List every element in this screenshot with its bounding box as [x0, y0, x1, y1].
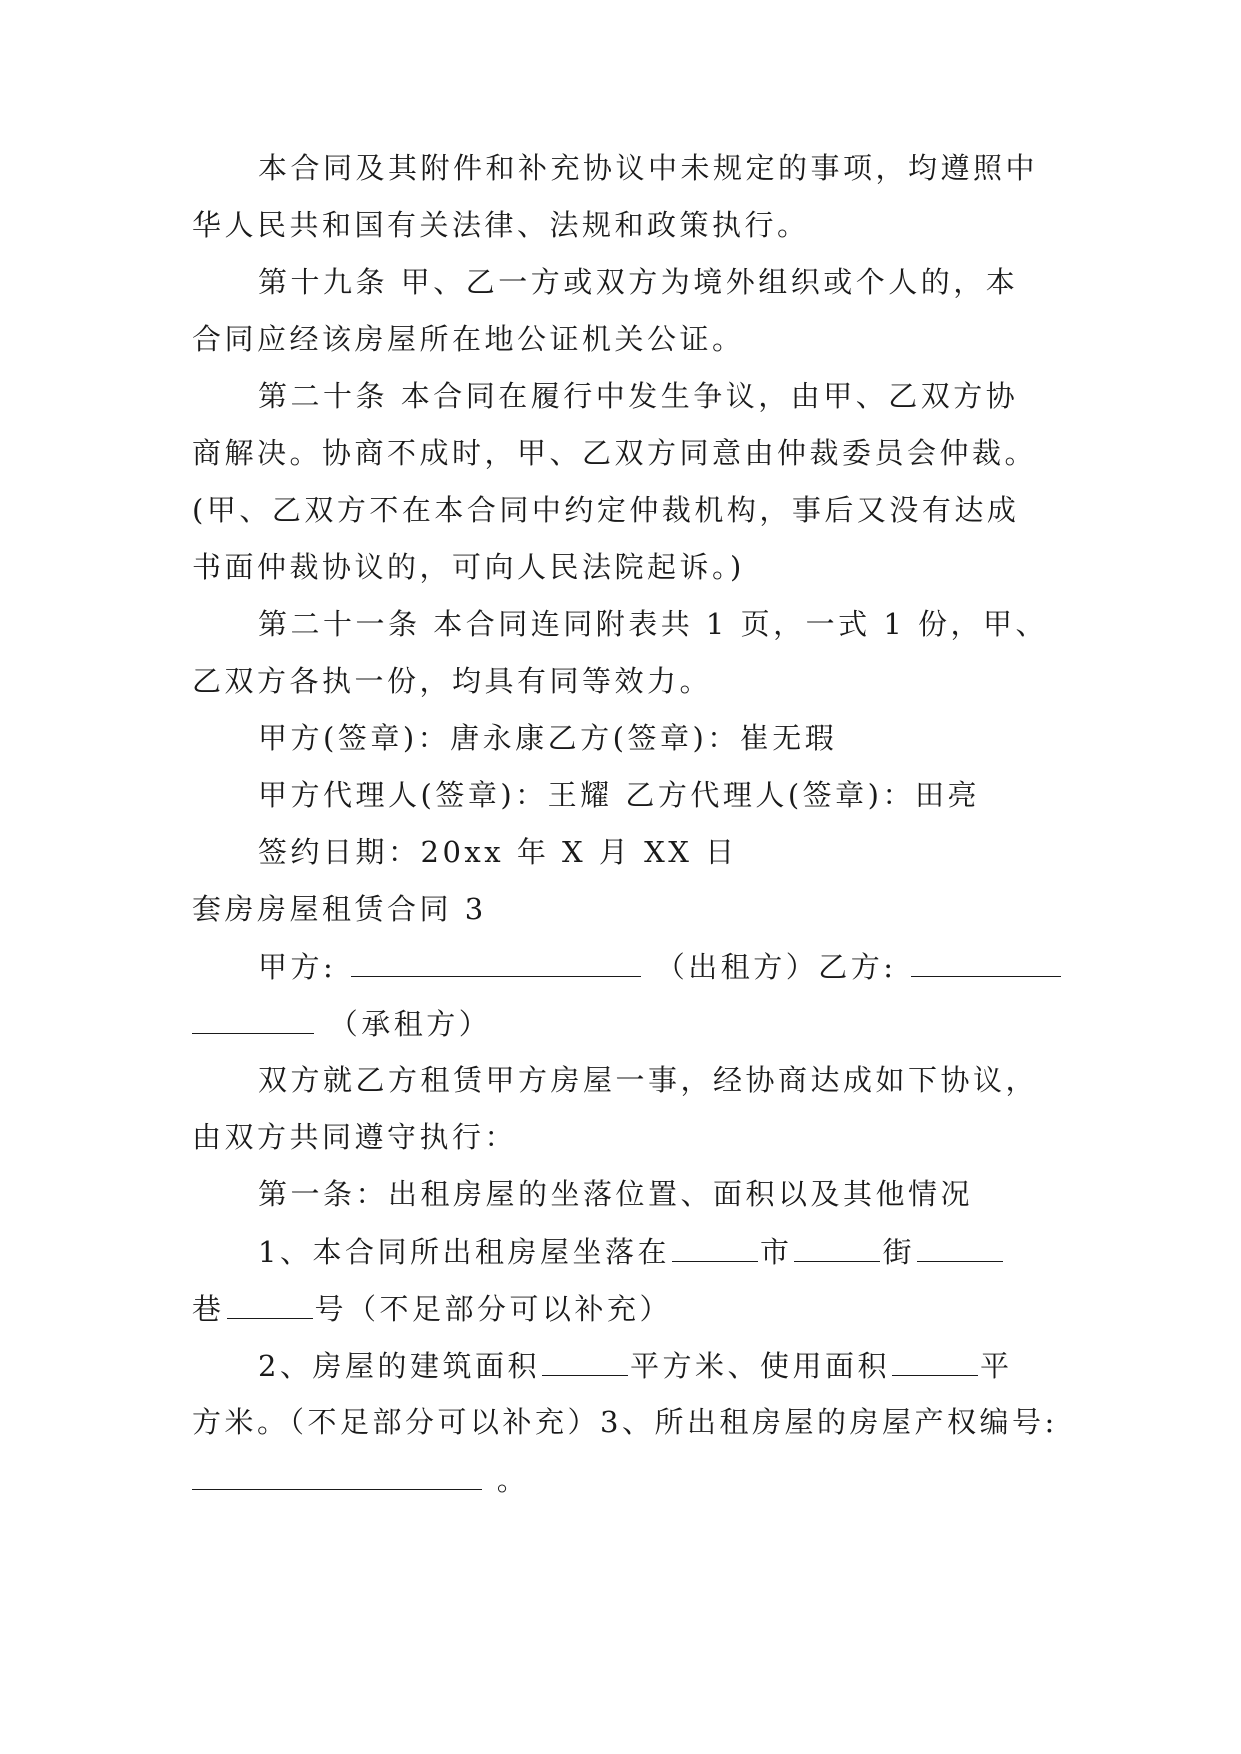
signing-date: 签约日期：20xx 年 X 月 XX 日 — [258, 835, 738, 869]
intro-line: 双方就乙方租赁甲方房屋一事，经协商达成如下协议， — [258, 1063, 1039, 1097]
paragraph-line: 书面仲裁协议的，可向人民法院起诉。) — [192, 550, 745, 584]
city-label: 市 — [759, 1235, 793, 1269]
paragraph-line: 商解决。协商不成时，甲、乙双方同意由仲裁委员会仲裁。 — [192, 436, 1038, 470]
lane-blank — [917, 1231, 1003, 1262]
party-a-blank — [351, 946, 641, 977]
signature-line-agents: 甲方代理人(签章)：王耀 乙方代理人(签章)：田亮 — [258, 778, 980, 812]
party-line — [258, 946, 1063, 987]
contract-title: 套房房屋租赁合同 3 — [192, 892, 487, 926]
party-b-blank — [911, 946, 1061, 977]
article-1-title: 第一条：出租房屋的坐落位置、面积以及其他情况 — [258, 1177, 974, 1211]
unit-label: 平 — [979, 1349, 1013, 1383]
street-label: 街 — [882, 1235, 915, 1269]
lessor-label: （出租方）乙方: — [655, 950, 897, 984]
paragraph-line: 华人民共和国有关法律、法规和政策执行。 — [192, 208, 810, 242]
paragraph-line: (甲、乙双方不在本合同中约定仲裁机构，事后又没有达成 — [192, 493, 1020, 527]
paragraph-line: 由双方共同遵守执行： — [192, 1120, 518, 1154]
property-number-line — [192, 1459, 529, 1500]
item-1-text: 1、本合同所出租房屋坐落在 — [258, 1235, 670, 1269]
street-blank — [794, 1231, 880, 1262]
period-mark: 。 — [496, 1463, 530, 1497]
property-number-blank — [192, 1459, 482, 1490]
article-21-line: 第二十一条 本合同连同附表共 1 页，一式 1 份，甲、 — [258, 607, 1048, 641]
usable-area-blank — [892, 1345, 978, 1376]
building-area-blank — [542, 1345, 628, 1376]
signature-line-parties: 甲方(签章)：唐永康乙方(签章)：崔无瑕 — [258, 721, 838, 755]
number-blank — [227, 1288, 313, 1319]
article-20-line: 第二十条 本合同在履行中发生争议，由甲、乙双方协 — [258, 379, 1019, 413]
item-2-text: 2、房屋的建筑面积 — [258, 1349, 540, 1383]
party-a-label: 甲方: — [258, 950, 337, 984]
party-b-blank-cont — [192, 1003, 314, 1034]
usable-area-label: 平方米、使用面积 — [629, 1349, 890, 1383]
article-19-line: 第十九条 甲、乙一方或双方为境外组织或个人的，本 — [258, 265, 1019, 299]
number-label: 号（不足部分可以补充） — [314, 1292, 673, 1326]
paragraph-line: 合同应经该房屋所在地公证机关公证。 — [192, 322, 745, 356]
item-2-line — [258, 1345, 1012, 1386]
item-1-line — [258, 1231, 1005, 1272]
paragraph-line: 本合同及其附件和补充协议中未规定的事项，均遵照中 — [258, 151, 1039, 185]
item-1-line-cont — [192, 1288, 672, 1329]
item-2-line-cont: 方米。（不足部分可以补充）3、所出租房屋的房屋产权编号: — [192, 1405, 1058, 1439]
city-blank — [672, 1231, 758, 1262]
lane-label: 巷 — [192, 1292, 225, 1326]
party-line-cont — [192, 1003, 491, 1044]
paragraph-line: 乙双方各执一份，均具有同等效力。 — [192, 664, 713, 698]
lessee-label: （承租方） — [328, 1007, 492, 1041]
